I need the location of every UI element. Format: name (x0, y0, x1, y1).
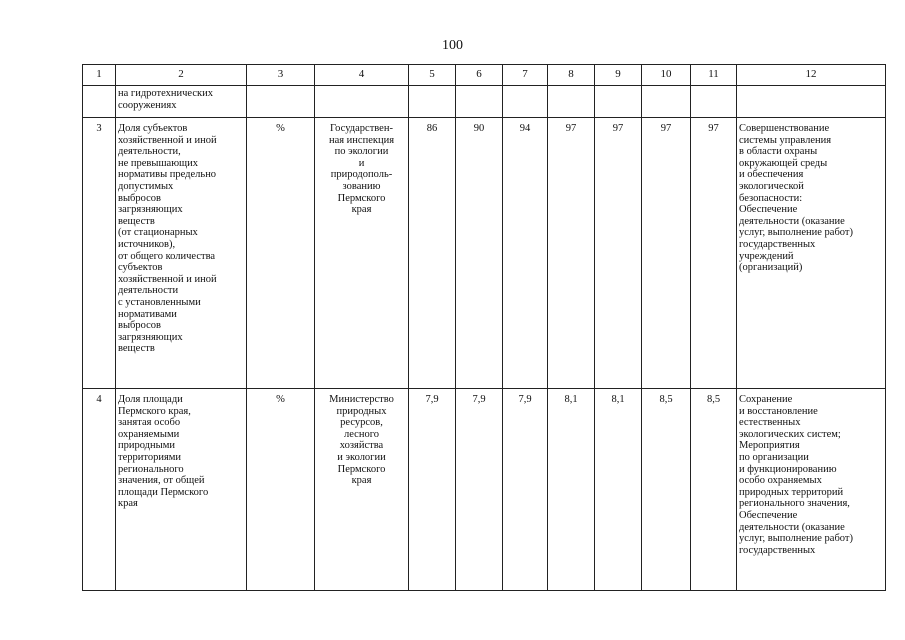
value-cell: 97 (642, 118, 691, 389)
organization-cell: Государствен- ная инспекция по экологии и природополь- зованию Пермского края (315, 118, 409, 389)
value-cell: 7,9 (503, 389, 548, 591)
column-header: 1 (83, 65, 116, 86)
header-row (83, 65, 886, 86)
unit-cell: % (247, 118, 315, 389)
column-header: 3 (247, 65, 315, 86)
value-cell: 8,1 (548, 389, 595, 591)
table-row (83, 118, 886, 389)
column-header: 12 (737, 65, 886, 86)
table-row (83, 389, 886, 591)
page-number: 100 (442, 38, 463, 53)
unit-cell: % (247, 389, 315, 591)
column-header: 9 (595, 65, 642, 86)
column-header: 2 (116, 65, 247, 86)
value-cell: 8,5 (642, 389, 691, 591)
column-header: 11 (691, 65, 737, 86)
value-cell: 86 (409, 118, 456, 389)
value-cell: 90 (456, 118, 503, 389)
row-number: 3 (83, 118, 116, 389)
indicator-cell: на гидротехнических сооружениях (116, 86, 247, 118)
column-header: 6 (456, 65, 503, 86)
value-cell: 97 (595, 118, 642, 389)
column-header: 4 (315, 65, 409, 86)
program-cell: Совершенствование системы управления в области охраны окружающей среды и обеспечения экологической безопасности: Обеспечение деятельности (оказание услуг, выполнение работ) государственных учреждений (организаций) (737, 118, 886, 389)
indicator-cell: Доля субъектов хозяйственной и иной деятельности, не превышающих нормативы предельно допустимых выбросов загрязняющих веществ (от стационарных источников), от общего количества субъектов хозяйственной и иной деятельности с установленными нормативами выбросов загрязняющих веществ (116, 118, 247, 389)
column-header: 5 (409, 65, 456, 86)
value-cell: 7,9 (456, 389, 503, 591)
column-header: 10 (642, 65, 691, 86)
program-cell: Сохранение и восстановление естественных экологических систем; Мероприятия по организации и функционированию особо охраняемых природных территорий регионального значения, Обеспечение деятельности (оказание услуг, выполнение работ) государственных (737, 389, 886, 591)
value-cell: 8,5 (691, 389, 737, 591)
value-cell: 97 (691, 118, 737, 389)
value-cell: 8,1 (595, 389, 642, 591)
column-header: 7 (503, 65, 548, 86)
indicator-cell: Доля площади Пермского края, занятая особо охраняемыми природными территориями регионального значения, от общей площади Пермского края (116, 389, 247, 591)
column-header: 8 (548, 65, 595, 86)
table-row (83, 86, 886, 118)
organization-cell: Министерство природных ресурсов, лесного хозяйства и экологии Пермского края (315, 389, 409, 591)
value-cell: 94 (503, 118, 548, 389)
row-number: 4 (83, 389, 116, 591)
indicators-table (82, 64, 886, 591)
value-cell: 97 (548, 118, 595, 389)
value-cell: 7,9 (409, 389, 456, 591)
